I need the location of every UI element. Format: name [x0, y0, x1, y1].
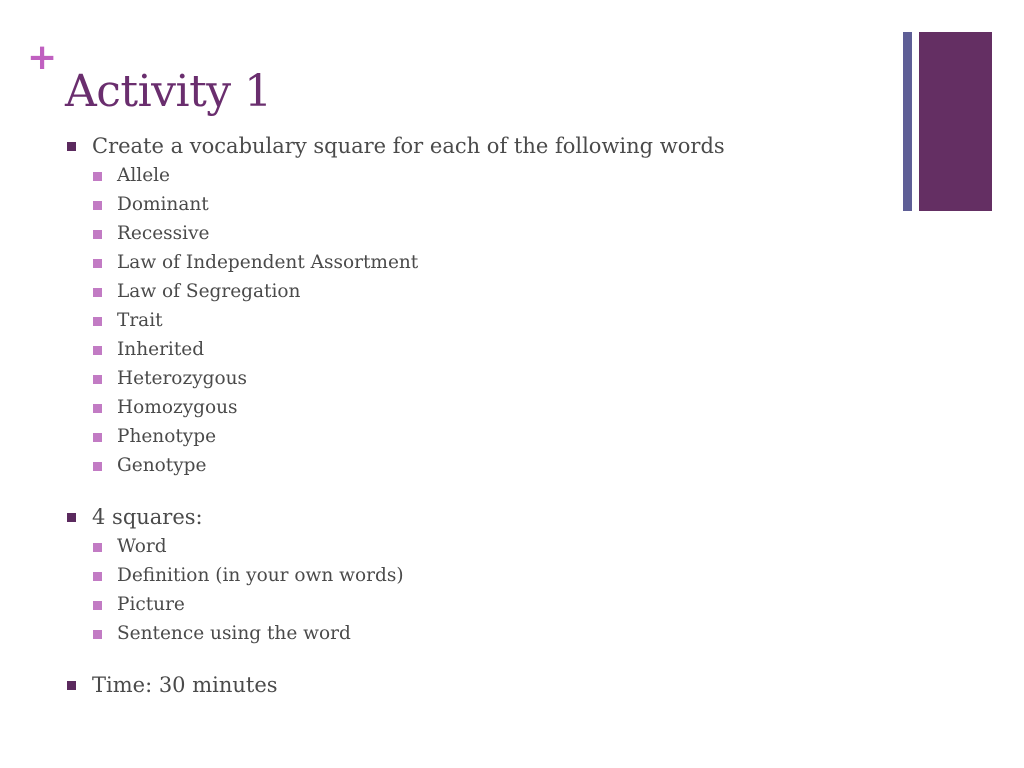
- sub-bullet-item: Law of Segregation: [117, 281, 301, 302]
- bullet-marker: [67, 681, 76, 690]
- sub-bullet-marker: [93, 317, 102, 326]
- sub-bullet-marker: [93, 201, 102, 210]
- sub-bullet-marker: [93, 259, 102, 268]
- sub-bullet-item: Allele: [117, 165, 171, 186]
- sub-bullet-item: Heterozygous: [117, 368, 248, 389]
- bullet-item: 4 squares:: [92, 505, 203, 529]
- sub-bullet-marker: [93, 404, 102, 413]
- sub-bullet-item: Dominant: [117, 194, 209, 215]
- sub-bullet-item: Sentence using the word: [117, 623, 351, 644]
- bullet-marker: [67, 513, 76, 522]
- sub-bullet-marker: [93, 346, 102, 355]
- sub-bullet-marker: [93, 288, 102, 297]
- bullet-item: Create a vocabulary square for each of the following words: [92, 134, 725, 158]
- sub-bullet-item: Inherited: [117, 339, 205, 360]
- sub-bullet-marker: [93, 462, 102, 471]
- sub-bullet-marker: [93, 630, 102, 639]
- sub-bullet-item: Definition (in your own words): [117, 565, 404, 586]
- sub-bullet-item: Recessive: [117, 223, 210, 244]
- sub-bullet-marker: [93, 230, 102, 239]
- sub-bullet-marker: [93, 375, 102, 384]
- sub-bullet-marker: [93, 172, 102, 181]
- sub-bullet-item: Phenotype: [117, 426, 217, 447]
- sub-bullet-item: Homozygous: [117, 397, 238, 418]
- bullet-marker: [67, 142, 76, 151]
- sub-bullet-item: Genotype: [117, 455, 207, 476]
- sub-bullet-item: Trait: [117, 310, 163, 331]
- sub-bullet-item: Picture: [117, 594, 185, 615]
- sub-bullet-item: Law of Independent Assortment: [117, 252, 419, 273]
- slide-title: Activity 1: [65, 66, 272, 117]
- plus-icon: +: [27, 37, 58, 78]
- sub-bullet-marker: [93, 433, 102, 442]
- sub-bullet-item: Word: [117, 536, 167, 557]
- sub-bullet-marker: [93, 601, 102, 610]
- bullet-item: Time: 30 minutes: [92, 673, 278, 697]
- sub-bullet-marker: [93, 572, 102, 581]
- sub-bullet-marker: [93, 543, 102, 552]
